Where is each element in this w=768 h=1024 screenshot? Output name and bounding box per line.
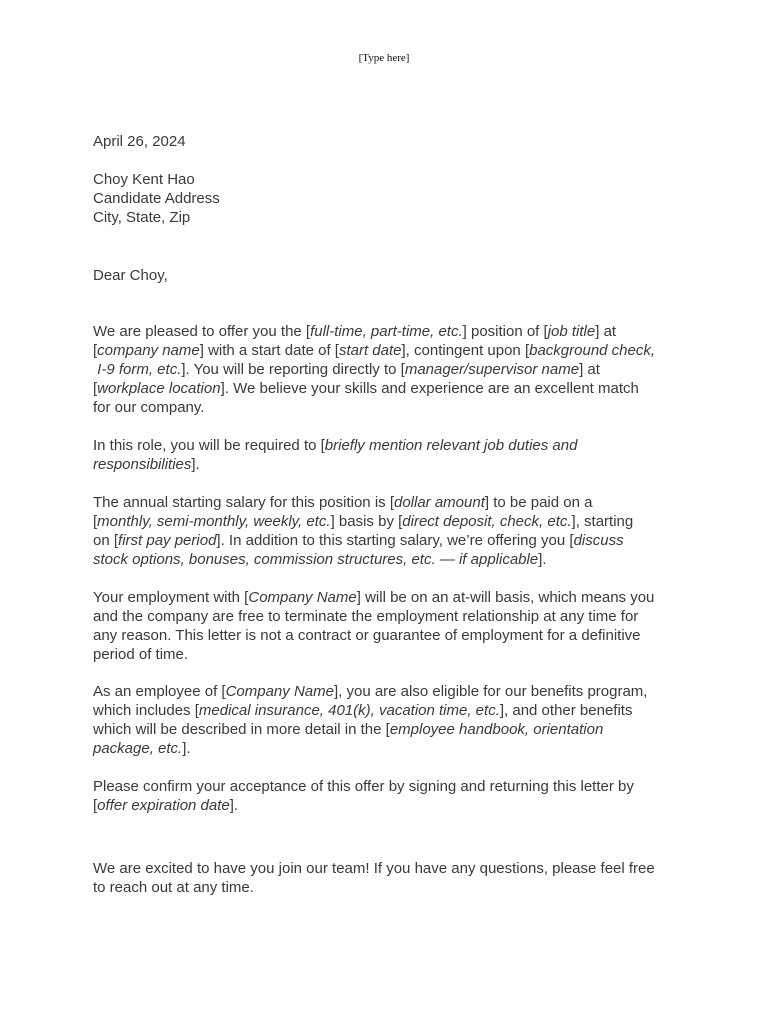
- paragraph-offer-details: [93, 322, 683, 417]
- placeholder-additional-comp: discuss: [573, 532, 624, 549]
- recipient-city-state-zip: City, State, Zip: [93, 209, 191, 226]
- text-run: ].: [182, 740, 191, 757]
- text-run: ].: [538, 551, 547, 568]
- paragraph-line: [93, 341, 683, 360]
- text-run: ]. We believe your skills and experience are an excellent match: [220, 380, 639, 397]
- paragraph-line: to reach out at any time.: [93, 879, 254, 896]
- text-run: [: [93, 797, 98, 814]
- placeholder-additional-comp-cont: stock options, bonuses, commission structures, etc. — if applicable: [93, 551, 539, 568]
- text-run: ] at: [579, 361, 600, 378]
- placeholder-company-name: company name: [97, 342, 200, 359]
- text-run: We are pleased to offer you the [: [93, 323, 311, 340]
- placeholder-dollar-amount: dollar amount: [393, 494, 485, 511]
- paragraph-line: [93, 436, 683, 455]
- paragraph-line: We are excited to have you join our team! If you have any questions, please feel free: [93, 860, 655, 877]
- text-run: which includes [: [93, 702, 199, 719]
- text-run: ]. In addition to this starting salary, we’re offering you [: [216, 532, 574, 549]
- text-run: [: [93, 513, 98, 530]
- placeholder-job-title: job title: [547, 323, 596, 340]
- text-run: In this role, you will be required to [: [93, 437, 325, 454]
- placeholder-start-date: start date: [338, 342, 402, 359]
- placeholder-offer-expiration-date: offer expiration date: [97, 797, 230, 814]
- recipient-address-block: [93, 170, 683, 227]
- placeholder-benefits-list: medical insurance, 401(k), vacation time, etc.: [198, 702, 500, 719]
- text-run: ] basis by [: [330, 513, 403, 530]
- paragraph-line: [93, 739, 683, 758]
- placeholder-pay-frequency: monthly, semi-monthly, weekly, etc.: [97, 513, 331, 530]
- salutation: Dear Choy,: [93, 267, 168, 284]
- recipient-address: Candidate Address: [93, 190, 220, 207]
- paragraph-line: [93, 682, 683, 701]
- recipient-name: Choy Kent Hao: [93, 171, 195, 188]
- paragraph-line: [93, 796, 683, 815]
- text-run: ], and other benefits: [499, 702, 633, 719]
- placeholder-manager-name: manager/supervisor name: [404, 361, 580, 378]
- paragraph-confirmation: [93, 777, 683, 815]
- paragraph-line: [93, 455, 683, 474]
- placeholder-benefits-docs: employee handbook, orientation: [389, 721, 604, 738]
- text-run: ] with a start date of [: [199, 342, 339, 359]
- text-run: [: [93, 342, 98, 359]
- paragraph-line: [93, 512, 683, 531]
- paragraph-line: [93, 379, 683, 398]
- paragraph-line: [93, 701, 683, 720]
- text-run: which will be described in more detail in the [: [93, 721, 390, 738]
- text-run: ] position of [: [462, 323, 548, 340]
- text-run: ], contingent upon [: [401, 342, 530, 359]
- letter-date: April 26, 2024: [93, 133, 186, 150]
- text-run: ]. You will be reporting directly to [: [181, 361, 405, 378]
- paragraph-line: [93, 322, 683, 341]
- placeholder-company-name: Company Name: [225, 683, 334, 700]
- placeholder-first-pay-period: first pay period: [118, 532, 217, 549]
- paragraph-line: for our company.: [93, 399, 205, 416]
- paragraph-line: [93, 720, 683, 739]
- text-run: ].: [229, 797, 239, 814]
- paragraph-benefits: [93, 682, 683, 758]
- paragraph-line: period of time.: [93, 646, 189, 663]
- placeholder-job-duties-cont: responsibilities: [93, 456, 192, 473]
- paragraph-line: [93, 360, 683, 379]
- placeholder-employment-type: full-time, part-time, etc.: [310, 323, 463, 340]
- header-placeholder[interactable]: [Type here]: [358, 52, 410, 64]
- text-run: ].: [191, 456, 200, 473]
- placeholder-workplace-location: workplace location: [97, 380, 221, 397]
- text-run: The annual starting salary for this position is [: [93, 494, 394, 511]
- text-run: on [: [93, 532, 119, 549]
- text-run: ] to be paid on a: [484, 494, 593, 511]
- text-run: ], starting: [571, 513, 634, 530]
- placeholder-benefits-docs-cont: package, etc.: [93, 740, 183, 757]
- paragraph-line: [93, 531, 683, 550]
- paragraph-line: [93, 493, 683, 512]
- placeholder-contingency-cont: I-9 form, etc.: [97, 361, 182, 378]
- paragraph-role-duties: [93, 436, 683, 474]
- text-run: ] at: [595, 323, 617, 340]
- text-run: Your employment with [: [93, 589, 249, 606]
- paragraph-salary: [93, 493, 683, 569]
- placeholder-job-duties: briefly mention relevant job duties and: [324, 437, 578, 454]
- paragraph-line: [93, 550, 683, 569]
- placeholder-contingency: background check,: [529, 342, 656, 359]
- paragraph-line: Please confirm your acceptance of this offer by signing and returning this letter by: [93, 778, 634, 795]
- paragraph-line: and the company are free to terminate the employment relationship at any time for: [93, 608, 639, 625]
- text-run: [: [93, 380, 98, 397]
- text-run: ], you are also eligible for our benefits program,: [333, 683, 648, 700]
- text-run: ] will be on an at-will basis, which means you: [356, 589, 655, 606]
- paragraph-at-will: [93, 588, 683, 664]
- text-run: As an employee of [: [93, 683, 226, 700]
- paragraph-line: any reason. This letter is not a contract or guarantee of employment for a definitive: [93, 627, 641, 644]
- paragraph-closing: [93, 859, 683, 897]
- placeholder-company-name: Company Name: [248, 589, 357, 606]
- placeholder-pay-method: direct deposit, check, etc.: [402, 513, 572, 530]
- paragraph-line: [93, 588, 683, 607]
